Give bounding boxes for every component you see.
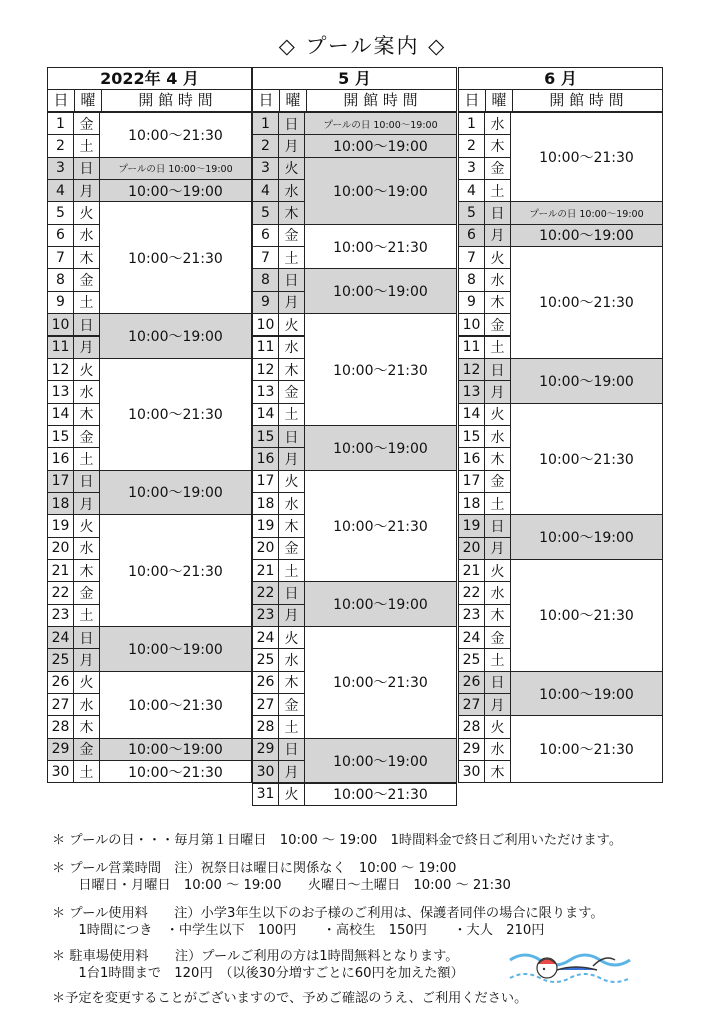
pool-day-hours: プールの日 10:00～19:00	[510, 201, 663, 224]
opening-hours: 10:00～19:00	[304, 268, 457, 314]
weekday: 土	[73, 134, 100, 157]
weekday: 火	[484, 559, 511, 582]
weekday: 月	[484, 224, 511, 247]
day-number: 14	[47, 403, 74, 426]
col-header-hours: 開 館 時 間	[343, 91, 418, 109]
weekday: 土	[484, 336, 511, 359]
weekday: 日	[278, 112, 305, 135]
opening-hours: 10:00～19:00	[304, 134, 457, 157]
day-number: 4	[458, 179, 485, 202]
day-number: 21	[252, 559, 279, 582]
weekday: 火	[73, 201, 100, 224]
weekday: 木	[484, 760, 511, 783]
weekday: 水	[278, 179, 305, 202]
day-number: 9	[47, 291, 74, 314]
weekday: 月	[278, 760, 305, 783]
weekday: 木	[73, 559, 100, 582]
day-number: 2	[47, 134, 74, 157]
day-number: 22	[47, 581, 74, 604]
day-number: 31	[252, 783, 279, 806]
opening-hours: 10:00～21:30	[99, 201, 252, 314]
weekday: 火	[484, 403, 511, 426]
weekday: 火	[278, 626, 305, 649]
day-number: 16	[458, 447, 485, 470]
weekday: 木	[278, 514, 305, 537]
month-header: 2022年 4 月	[47, 67, 252, 90]
weekday: 月	[484, 380, 511, 403]
weekday: 日	[278, 425, 305, 448]
opening-hours: 10:00～19:00	[510, 514, 663, 560]
opening-hours: 10:00～19:00	[99, 313, 252, 359]
day-number: 16	[252, 447, 279, 470]
day-number: 25	[252, 648, 279, 671]
day-number: 29	[252, 738, 279, 761]
col-header-weekday: 曜	[279, 90, 307, 111]
day-number: 13	[458, 380, 485, 403]
opening-hours: 10:00～19:00	[304, 581, 457, 627]
day-number: 21	[47, 559, 74, 582]
weekday: 月	[484, 537, 511, 560]
pool-day-hours: プールの日 10:00～19:00	[99, 157, 252, 180]
weekday: 金	[73, 268, 100, 291]
opening-hours: 10:00～21:30	[304, 783, 457, 806]
weekday: 土	[73, 604, 100, 627]
day-number: 10	[47, 313, 74, 336]
weekday: 日	[278, 738, 305, 761]
day-number: 17	[47, 470, 74, 493]
month-header: 5 月	[252, 67, 457, 90]
day-number: 24	[252, 626, 279, 649]
swimmer-illustration	[505, 940, 635, 990]
weekday: 日	[73, 313, 100, 336]
day-number: 26	[458, 671, 485, 694]
column-headers	[47, 89, 252, 112]
opening-hours: 10:00～21:30	[99, 514, 252, 627]
col-header-hours: 開 館 時 間	[549, 91, 624, 109]
weekday: 日	[278, 581, 305, 604]
day-number: 18	[252, 492, 279, 515]
day-number: 6	[47, 224, 74, 247]
weekday: 火	[278, 470, 305, 493]
weekday: 木	[278, 671, 305, 694]
day-number: 23	[458, 604, 485, 627]
weekday: 木	[73, 246, 100, 269]
day-number: 16	[47, 447, 74, 470]
note-fee-detail: 1時間につき ・中学生以下 100円 ・高校生 150円 ・大人 210円	[52, 923, 545, 938]
opening-hours: 10:00～21:30	[99, 358, 252, 471]
weekday: 金	[278, 537, 305, 560]
weekday: 水	[484, 268, 511, 291]
day-number: 19	[458, 514, 485, 537]
day-number: 18	[47, 492, 74, 515]
weekday: 土	[278, 246, 305, 269]
day-number: 22	[252, 581, 279, 604]
day-number: 24	[458, 626, 485, 649]
day-number: 19	[252, 514, 279, 537]
weekday: 金	[484, 470, 511, 493]
weekday: 土	[73, 760, 100, 783]
weekday: 月	[73, 179, 100, 202]
day-number: 27	[47, 693, 74, 716]
day-number: 23	[252, 604, 279, 627]
weekday: 金	[484, 157, 511, 180]
opening-hours: 10:00～19:00	[510, 671, 663, 717]
pool-day-hours: プールの日 10:00～19:00	[304, 112, 457, 135]
day-number: 15	[252, 425, 279, 448]
weekday: 月	[73, 648, 100, 671]
weekday: 火	[73, 514, 100, 537]
weekday: 水	[278, 336, 305, 359]
opening-hours: 10:00～21:30	[304, 626, 457, 739]
day-number: 18	[458, 492, 485, 515]
opening-hours: 10:00～19:00	[510, 358, 663, 404]
day-number: 4	[252, 179, 279, 202]
weekday: 水	[484, 425, 511, 448]
opening-hours: 10:00～21:30	[510, 403, 663, 516]
opening-hours: 10:00～21:30	[304, 470, 457, 583]
weekday: 土	[484, 648, 511, 671]
weekday: 水	[484, 738, 511, 761]
day-number: 13	[47, 380, 74, 403]
day-number: 1	[47, 112, 74, 135]
day-number: 24	[47, 626, 74, 649]
day-number: 3	[252, 157, 279, 180]
weekday: 水	[484, 112, 511, 135]
day-number: 13	[252, 380, 279, 403]
weekday: 火	[278, 783, 305, 806]
weekday: 金	[278, 224, 305, 247]
weekday: 金	[73, 425, 100, 448]
day-number: 30	[47, 760, 74, 783]
opening-hours: 10:00～19:00	[304, 738, 457, 784]
col-header-weekday: 曜	[485, 90, 513, 111]
day-number: 5	[252, 201, 279, 224]
weekday: 木	[484, 134, 511, 157]
day-number: 28	[252, 715, 279, 738]
day-number: 25	[458, 648, 485, 671]
day-number: 30	[458, 760, 485, 783]
day-number: 29	[458, 738, 485, 761]
day-number: 11	[458, 336, 485, 359]
opening-hours: 10:00～21:30	[510, 112, 663, 202]
weekday: 水	[484, 581, 511, 604]
note-fee: ＊ プール使用料 注）小学3年生以下のお子様のご利用は、保護者同伴の場合に限ります。	[52, 906, 604, 921]
weekday: 金	[73, 112, 100, 135]
day-number: 7	[47, 246, 74, 269]
opening-hours: 10:00～19:00	[99, 470, 252, 516]
weekday: 木	[278, 358, 305, 381]
weekday: 日	[484, 358, 511, 381]
day-number: 12	[47, 358, 74, 381]
opening-hours: 10:00～21:30	[510, 715, 663, 783]
weekday: 水	[73, 224, 100, 247]
weekday: 日	[73, 626, 100, 649]
day-number: 6	[252, 224, 279, 247]
weekday: 木	[484, 447, 511, 470]
weekday: 木	[73, 715, 100, 738]
weekday: 金	[73, 581, 100, 604]
opening-hours: 10:00～21:30	[99, 671, 252, 739]
weekday: 水	[73, 380, 100, 403]
day-number: 5	[458, 201, 485, 224]
day-number: 1	[252, 112, 279, 135]
day-number: 8	[47, 268, 74, 291]
day-number: 12	[252, 358, 279, 381]
weekday: 火	[278, 157, 305, 180]
day-number: 15	[458, 425, 485, 448]
day-number: 17	[252, 470, 279, 493]
day-number: 20	[47, 537, 74, 560]
day-number: 3	[458, 157, 485, 180]
weekday: 土	[278, 715, 305, 738]
opening-hours: 10:00～21:30	[510, 559, 663, 672]
month-header: 6 月	[458, 67, 663, 90]
weekday: 日	[484, 201, 511, 224]
day-number: 20	[458, 537, 485, 560]
weekday: 水	[278, 648, 305, 671]
weekday: 木	[484, 604, 511, 627]
col-header-weekday: 曜	[74, 90, 102, 111]
day-number: 27	[458, 693, 485, 716]
opening-hours: 10:00～19:00	[99, 179, 252, 202]
weekday: 日	[73, 157, 100, 180]
weekday: 日	[278, 268, 305, 291]
weekday: 火	[73, 358, 100, 381]
column-headers	[458, 89, 663, 112]
opening-hours: 10:00～21:30	[304, 313, 457, 426]
note-change: ＊予定を変更することがございますので、予めご確認のうえ、ご利用ください。	[52, 991, 528, 1006]
weekday: 土	[278, 403, 305, 426]
day-number: 5	[47, 201, 74, 224]
opening-hours: 10:00～21:30	[304, 224, 457, 270]
opening-hours: 10:00～19:00	[510, 224, 663, 247]
opening-hours: 10:00～19:00	[99, 738, 252, 761]
col-header-hours: 開 館 時 間	[138, 91, 213, 109]
day-number: 2	[252, 134, 279, 157]
weekday: 木	[278, 201, 305, 224]
day-number: 6	[458, 224, 485, 247]
note-hours-detail: 日曜日・月曜日 10:00 ～ 19:00 火曜日～土曜日 10:00 ～ 21:30	[52, 878, 511, 893]
day-number: 11	[47, 336, 74, 359]
opening-hours: 10:00～19:00	[304, 425, 457, 471]
weekday: 月	[278, 134, 305, 157]
weekday: 火	[484, 715, 511, 738]
day-number: 26	[47, 671, 74, 694]
day-number: 27	[252, 693, 279, 716]
day-number: 7	[252, 246, 279, 269]
weekday: 金	[484, 313, 511, 336]
weekday: 木	[73, 403, 100, 426]
day-number: 28	[458, 715, 485, 738]
day-number: 8	[252, 268, 279, 291]
note-pool-day: ＊ プールの日・・・毎月第１日曜日 10:00 ～ 19:00 1時間料金で終日ご利用いただけます。	[52, 833, 623, 848]
weekday: 土	[484, 492, 511, 515]
day-number: 26	[252, 671, 279, 694]
day-number: 9	[458, 291, 485, 314]
weekday: 火	[484, 246, 511, 269]
col-header-day: 日	[464, 91, 480, 109]
weekday: 水	[278, 492, 305, 515]
day-number: 14	[458, 403, 485, 426]
weekday: 金	[484, 626, 511, 649]
weekday: 日	[73, 470, 100, 493]
note-parking-detail: 1台1時間まで 120円 （以後30分増すごとに60円を加えた額）	[52, 966, 464, 981]
day-number: 11	[252, 336, 279, 359]
note-parking: ＊ 駐車場使用料 注）プールご利用の方は1時間無料となります。	[52, 949, 459, 964]
day-number: 2	[458, 134, 485, 157]
day-number: 17	[458, 470, 485, 493]
day-number: 25	[47, 648, 74, 671]
day-number: 12	[458, 358, 485, 381]
weekday: 月	[278, 604, 305, 627]
weekday: 日	[484, 514, 511, 537]
weekday: 月	[484, 693, 511, 716]
opening-hours: 10:00～21:30	[99, 760, 252, 783]
day-number: 9	[252, 291, 279, 314]
weekday: 月	[73, 492, 100, 515]
day-number: 19	[47, 514, 74, 537]
page-title: ◇ プール案内 ◇	[278, 34, 447, 58]
day-number: 29	[47, 738, 74, 761]
weekday: 火	[73, 671, 100, 694]
day-number: 20	[252, 537, 279, 560]
day-number: 15	[47, 425, 74, 448]
opening-hours: 10:00～21:30	[510, 246, 663, 359]
weekday: 土	[73, 447, 100, 470]
day-number: 28	[47, 715, 74, 738]
weekday: 水	[73, 693, 100, 716]
day-number: 10	[252, 313, 279, 336]
weekday: 土	[73, 291, 100, 314]
weekday: 日	[484, 671, 511, 694]
weekday: 火	[278, 313, 305, 336]
day-number: 4	[47, 179, 74, 202]
day-number: 23	[47, 604, 74, 627]
day-number: 21	[458, 559, 485, 582]
day-number: 30	[252, 760, 279, 783]
day-number: 1	[458, 112, 485, 135]
opening-hours: 10:00～19:00	[304, 157, 457, 225]
weekday: 金	[73, 738, 100, 761]
column-headers	[252, 89, 457, 112]
weekday: 水	[73, 537, 100, 560]
weekday: 土	[278, 559, 305, 582]
note-hours: ＊ プール営業時間 注）祝祭日は曜日に関係なく 10:00 ～ 19:00	[52, 861, 457, 876]
opening-hours: 10:00～21:30	[99, 112, 252, 158]
col-header-day: 日	[258, 91, 274, 109]
day-number: 10	[458, 313, 485, 336]
weekday: 月	[278, 291, 305, 314]
weekday: 金	[278, 693, 305, 716]
weekday: 金	[278, 380, 305, 403]
day-number: 22	[458, 581, 485, 604]
weekday: 月	[73, 336, 100, 359]
opening-hours: 10:00～19:00	[99, 626, 252, 672]
weekday: 土	[484, 179, 511, 202]
day-number: 7	[458, 246, 485, 269]
weekday: 木	[484, 291, 511, 314]
weekday: 月	[278, 447, 305, 470]
day-number: 3	[47, 157, 74, 180]
col-header-day: 日	[53, 91, 69, 109]
day-number: 8	[458, 268, 485, 291]
day-number: 14	[252, 403, 279, 426]
